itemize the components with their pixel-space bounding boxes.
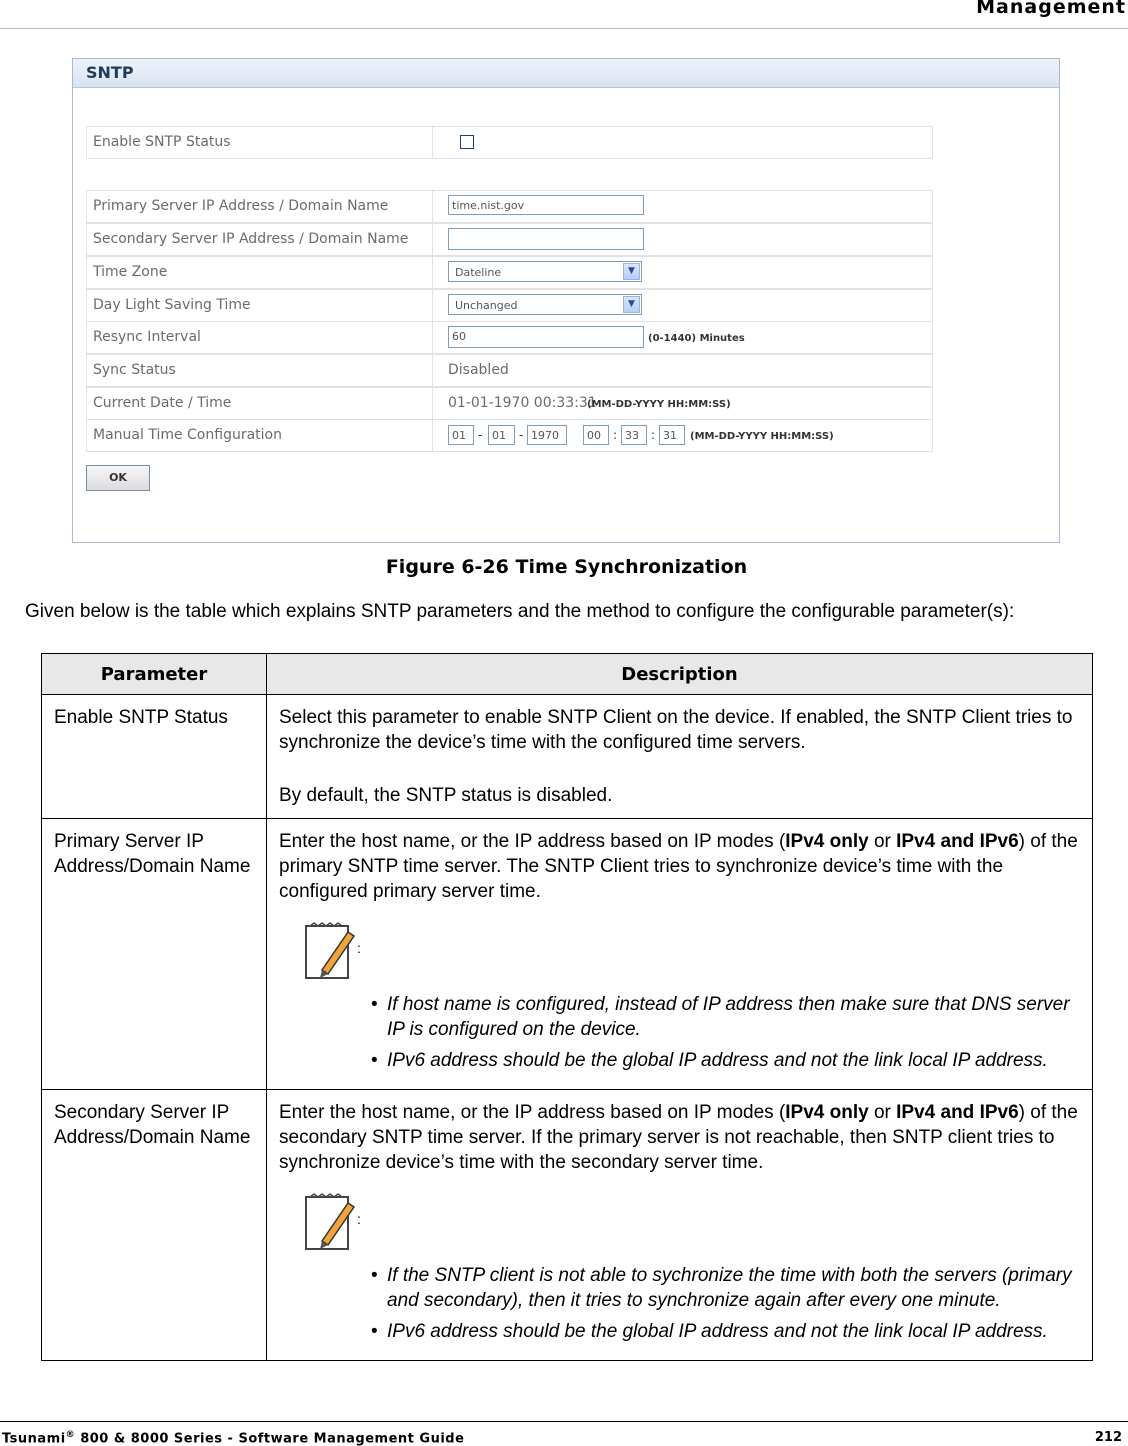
page-number: 212 bbox=[1094, 1430, 1122, 1445]
figure-caption: Figure 6-26 Time Synchronization bbox=[385, 556, 748, 578]
enable-sntp-checkbox[interactable] bbox=[460, 135, 474, 149]
primary-server-input[interactable]: time.nist.gov bbox=[448, 195, 644, 215]
desc-paragraph bbox=[279, 1100, 1080, 1175]
desc-bold: IPv4 only bbox=[785, 831, 869, 852]
table-row bbox=[42, 695, 1093, 819]
desc-text: Enter the host name, or the IP address based on IP modes ( bbox=[279, 831, 786, 852]
desc-bold: IPv4 and IPv6 bbox=[896, 1102, 1019, 1123]
desc-paragraph: Select this parameter to enable SNTP Client on the device. If enabled, the SNTP Client tries to synchronize the device’s time with the configured time servers. bbox=[279, 707, 1073, 753]
desc-text: or bbox=[868, 1102, 897, 1123]
date-separator: - bbox=[478, 428, 483, 442]
enable-sntp-label: Enable SNTP Status bbox=[87, 127, 433, 158]
manual-time-label: Manual Time Configuration bbox=[87, 420, 433, 451]
secondary-server-input[interactable] bbox=[448, 228, 644, 250]
note-block bbox=[279, 922, 1080, 984]
note-list bbox=[279, 992, 1080, 1073]
current-time-row bbox=[86, 387, 933, 420]
header-description: Description bbox=[267, 654, 1093, 695]
secondary-server-row bbox=[86, 223, 933, 256]
note-block bbox=[279, 1193, 1080, 1255]
manual-time-row bbox=[86, 419, 933, 452]
year-input[interactable]: 1970 bbox=[527, 425, 567, 445]
note-item: • If host name is configured, instead of IP address then make sure that DNS server IP is configured on the device. bbox=[387, 992, 1080, 1042]
sync-status-label: Sync Status bbox=[87, 355, 433, 386]
time-separator: : bbox=[651, 428, 656, 442]
secondary-server-label: Secondary Server IP Address / Domain Name bbox=[87, 224, 433, 255]
dst-row bbox=[86, 289, 933, 322]
desc-text: Enter the host name, or the IP address based on IP modes ( bbox=[279, 1102, 786, 1123]
time-zone-row bbox=[86, 256, 933, 289]
section-title: Management bbox=[976, 0, 1126, 18]
param-cell: Secondary Server IP Address/Domain Name bbox=[42, 1090, 267, 1361]
parameter-table bbox=[41, 653, 1093, 1361]
second-input[interactable]: 31 bbox=[659, 425, 685, 445]
guide-title bbox=[2, 1430, 464, 1446]
param-cell: Enable SNTP Status bbox=[42, 695, 267, 819]
desc-paragraph bbox=[279, 829, 1080, 904]
intro-text: Given below is the table which explains SNTP parameters and the method to configure the configurable parameter(s): bbox=[25, 601, 1015, 622]
ok-button[interactable]: OK bbox=[86, 465, 150, 491]
time-zone-value: Dateline bbox=[455, 266, 502, 279]
chevron-down-icon: ▼ bbox=[623, 263, 640, 280]
dst-select[interactable] bbox=[448, 294, 642, 315]
registered-mark: ® bbox=[65, 1430, 76, 1440]
dst-label: Day Light Saving Time bbox=[87, 290, 433, 321]
note-pencil-icon bbox=[304, 922, 356, 980]
sntp-panel bbox=[72, 58, 1060, 543]
time-zone-label: Time Zone bbox=[87, 257, 433, 288]
note-list bbox=[279, 1263, 1080, 1344]
table-row bbox=[42, 1090, 1093, 1361]
current-time-value: 01-01-1970 00:33:31 bbox=[448, 395, 597, 411]
time-zone-select[interactable] bbox=[448, 261, 642, 282]
desc-cell bbox=[267, 1090, 1093, 1361]
chevron-down-icon: ▼ bbox=[623, 296, 640, 313]
resync-row bbox=[86, 321, 933, 354]
resync-input[interactable]: 60 bbox=[448, 326, 644, 348]
table-row bbox=[42, 819, 1093, 1090]
time-separator: : bbox=[613, 428, 618, 442]
note-item: • IPv6 address should be the global IP address and not the link local IP address. bbox=[387, 1319, 1080, 1344]
resync-hint: (0-1440) Minutes bbox=[648, 333, 745, 344]
day-input[interactable]: 01 bbox=[488, 425, 515, 445]
current-time-label: Current Date / Time bbox=[87, 388, 433, 419]
desc-paragraph: By default, the SNTP status is disabled. bbox=[279, 785, 613, 806]
header-parameter: Parameter bbox=[42, 654, 267, 695]
desc-bold: IPv4 only bbox=[785, 1102, 869, 1123]
note-pencil-icon bbox=[304, 1193, 356, 1251]
desc-text: or bbox=[868, 831, 897, 852]
current-time-hint: (MM-DD-YYYY HH:MM:SS) bbox=[587, 399, 731, 410]
primary-server-row bbox=[86, 190, 933, 223]
month-input[interactable]: 01 bbox=[448, 425, 474, 445]
note-colon: : bbox=[357, 1211, 361, 1227]
manual-time-hint: (MM-DD-YYYY HH:MM:SS) bbox=[690, 431, 834, 442]
param-cell: Primary Server IP Address/Domain Name bbox=[42, 819, 267, 1090]
date-separator: - bbox=[519, 428, 524, 442]
minute-input[interactable]: 33 bbox=[621, 425, 647, 445]
desc-text: ) of the primary SNTP time server. The SNTP Client tries to synchronize device’s time with the configured primary server time. bbox=[279, 831, 1078, 902]
page-header bbox=[0, 0, 1128, 29]
desc-bold: IPv4 and IPv6 bbox=[896, 831, 1019, 852]
desc-cell bbox=[267, 819, 1093, 1090]
brand-name: Tsunami bbox=[2, 1431, 66, 1446]
sync-status-row bbox=[86, 354, 933, 387]
table-header-row bbox=[42, 654, 1093, 695]
page-footer bbox=[0, 1421, 1128, 1446]
note-item: • If the SNTP client is not able to sychronize the time with both the servers (primary and secondary), then it tries to synchronize again after every one minute. bbox=[387, 1263, 1080, 1313]
enable-sntp-row bbox=[86, 126, 933, 159]
note-item: • IPv6 address should be the global IP address and not the link local IP address. bbox=[387, 1048, 1080, 1073]
desc-cell bbox=[267, 695, 1093, 819]
hour-input[interactable]: 00 bbox=[583, 425, 609, 445]
dst-value: Unchanged bbox=[455, 299, 518, 312]
resync-label: Resync Interval bbox=[87, 322, 433, 353]
sync-status-value: Disabled bbox=[448, 362, 509, 378]
guide-name: 800 & 8000 Series - Software Management Guide bbox=[75, 1431, 465, 1446]
primary-server-label: Primary Server IP Address / Domain Name bbox=[87, 191, 433, 222]
note-colon: : bbox=[357, 940, 361, 956]
panel-title: SNTP bbox=[73, 59, 1059, 88]
desc-text: ) of the secondary SNTP time server. If the primary server is not reachable, then SNTP client tries to synchronize device’s time with the secondary server time. bbox=[279, 1102, 1078, 1173]
